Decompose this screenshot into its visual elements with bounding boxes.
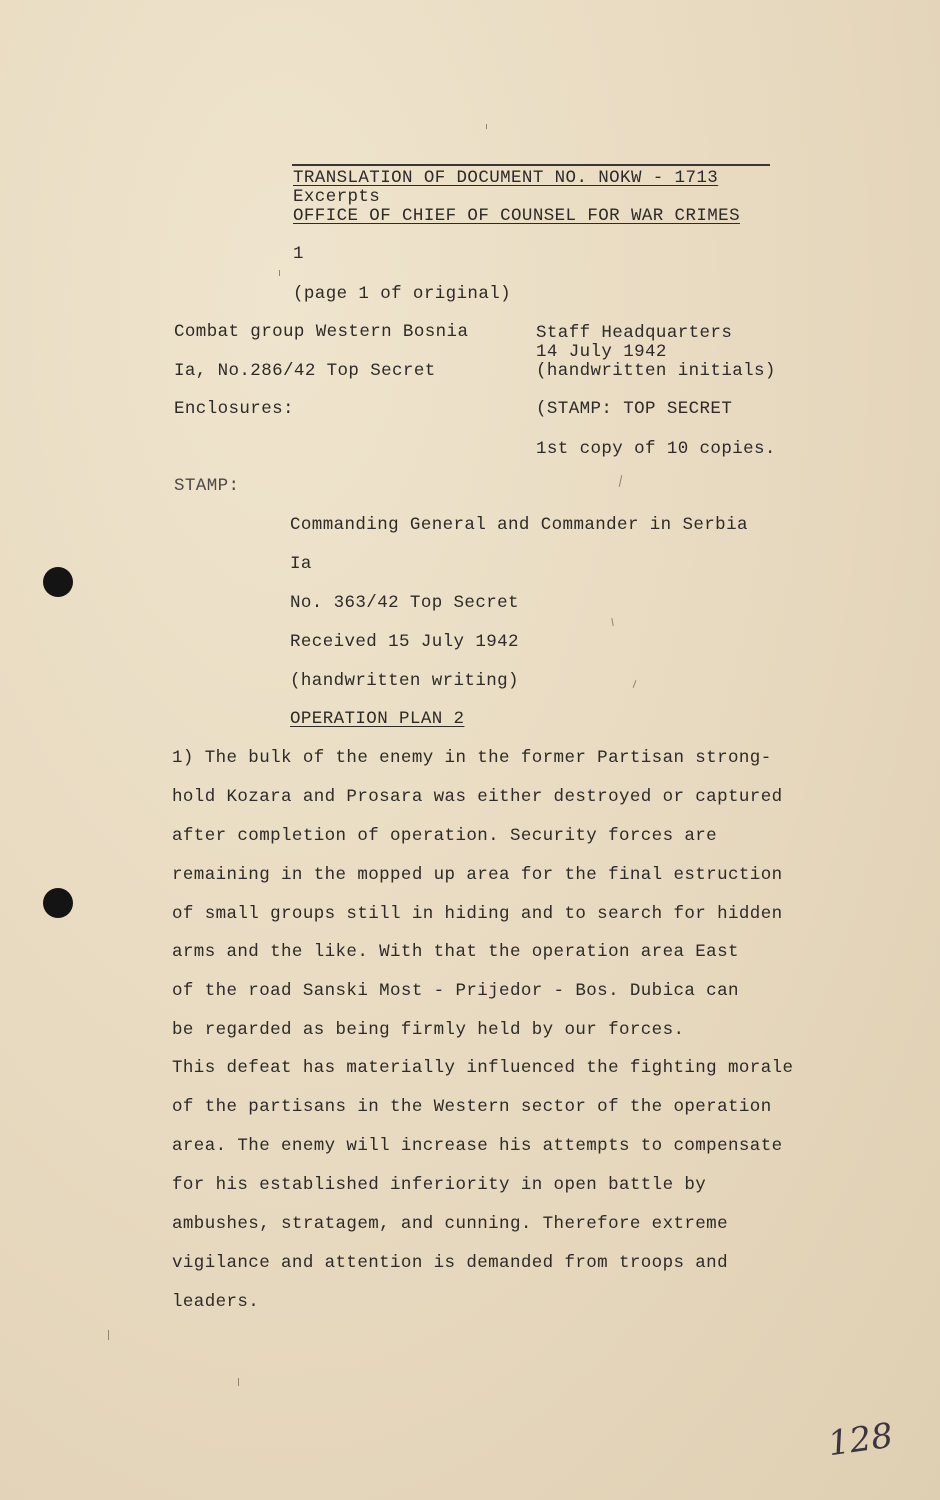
paper-mark [279,270,280,276]
body-line: for his established inferiority in open battle by [172,1175,707,1195]
page-of-original: (page 1 of original) [293,284,512,304]
body-line: 1) The bulk of the enemy in the former Partisan strong- [172,748,772,768]
stamp-label: STAMP: [174,476,240,496]
paper-mark [611,618,613,626]
operation-plan-title: OPERATION PLAN 2 [290,709,465,729]
paper-mark [238,1378,239,1386]
stamp-line-5: (handwritten writing) [290,671,519,691]
body-line: hold Kozara and Prosara was either destroyed or captured [172,787,783,807]
date-line: 14 July 1942 [536,342,667,362]
body-line: ambushes, stratagem, and cunning. Therefore extreme [172,1214,728,1234]
document-title: TRANSLATION OF DOCUMENT NO. NOKW - 1713 [293,168,719,188]
body-line: area. The enemy will increase his attempts to compensate [172,1136,783,1156]
punch-hole-top [43,567,73,597]
body-line: after completion of operation. Security forces are [172,826,718,846]
body-line: be regarded as being firmly held by our forces. [172,1020,685,1040]
body-line: vigilance and attention is demanded from troops and [172,1253,728,1273]
hq-line: Staff Headquarters [536,323,733,343]
paper-mark [619,475,622,487]
initials-line: (handwritten initials) [536,361,776,381]
secret-stamp-line: (STAMP: TOP SECRET [536,399,733,419]
punch-hole-bottom [43,888,73,918]
body-line: This defeat has materially influenced the fighting morale [172,1058,794,1078]
body-line: arms and the like. With that the operation area East [172,942,739,962]
handwritten-page-number: 128 [825,1415,896,1465]
enclosures-label: Enclosures: [174,399,294,419]
stamp-line-1: Commanding General and Commander in Serbia [290,515,748,535]
body-line: of the partisans in the Western sector of the operation [172,1097,772,1117]
paper-mark [486,124,487,129]
header-top-rule [292,164,770,166]
body-line: of the road Sanski Most - Prijedor - Bos. Dubica can [172,981,739,1001]
paper-mark [633,680,637,688]
stamp-line-2: Ia [290,554,312,574]
stamp-line-3: No. 363/42 Top Secret [290,593,519,613]
body-line: leaders. [172,1292,260,1312]
page-number: 1 [293,244,304,264]
copy-line: 1st copy of 10 copies. [536,439,776,459]
unit-line: Combat group Western Bosnia [174,322,469,342]
paper-mark [108,1330,109,1340]
body-line: remaining in the mopped up area for the final estruction [172,865,783,885]
stamp-line-4: Received 15 July 1942 [290,632,519,652]
reference-line: Ia, No.286/42 Top Secret [174,361,436,381]
office-line: OFFICE OF CHIEF OF COUNSEL FOR WAR CRIMES [293,206,740,226]
document-subtitle: Excerpts [293,187,381,207]
body-line: of small groups still in hiding and to search for hidden [172,904,783,924]
